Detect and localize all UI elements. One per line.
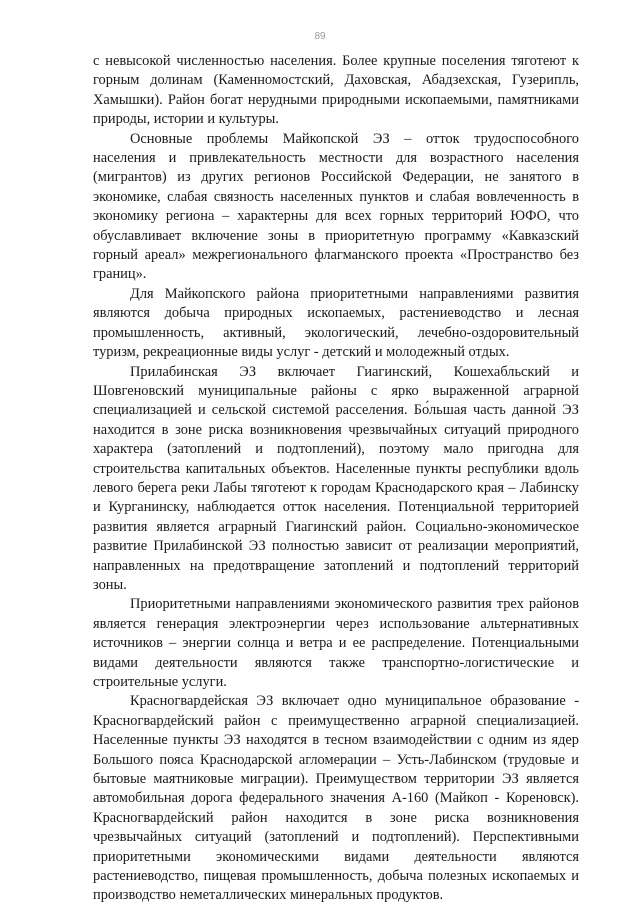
paragraph-continuation: с невысокой численностью населения. Более крупные поселения тяготеют к горным долинам (Каменномостский, Даховская, Абадзехская, Гузерипль, Хамышки). Район богат нерудными природными ископаемыми, памятниками природы, истории и культуры. [93, 53, 579, 128]
paragraph-maikop-problems: Основные проблемы Майкопской ЭЗ – отток трудоспособного населения и привлекательность местности для возрастного населения (мигрантов) из других регионов Российской Федерации, не занятого в экономике, слабая связность населенных пунктов и слабая вовлеченность в экономику региона – характерны для всех горных территорий ЮФО, что обуславливает включение зоны в приоритетную программу «Кавказский горный ареал» межрегионального флагманского проекта «Пространство без границ». [93, 130, 579, 283]
document-body [93, 52, 579, 906]
paragraph-maikop-priorities: Для Майкопского района приоритетными направлениями развития являются добыча природных ископаемых, растениеводство и лесная промышленность, активный, экологический, лечебно-оздоровительный туризм, рекреационные виды услуг - детский и молодежный отдых. [93, 285, 579, 361]
paragraph-krasnogvardeisk-zone: Красногвардейская ЭЗ включает одно муниципальное образование - Красногвардейский район с преимущественно аграрной специализацией. Населенные пункты ЭЗ находятся в тесном взаимодействии с одним из ядер Большого пояса Краснодарской агломерации – Усть-Лабинском (трудовые и бытовые маятниковые миграции). Преимуществом территории ЭЗ является автомобильная дорога федерального значения А-160 (Майкоп - Кореновск). Красногвардейский район находится в зоне риска возникновения чрезвычайных ситуаций (затоплений и подтоплений). Перспективными приоритетными экономическими видами деятельности являются растениеводство, пищевая промышленность, добыча полезных ископаемых и производство неметаллических минеральных продуктов. [93, 693, 579, 904]
paragraph-prilabinsk-zone: Прилабинская ЭЗ включает Гиагинский, Кошехабльский и Шовгеновский муниципальные районы с ярко выраженной аграрной специализацией и сельской системой расселения. Бо́льшая часть данной ЭЗ находится в зоне риска возникновения чрезвычайных ситуаций природного характера (затоплений и подтоплений), поэтому мало пригодна для строительства капитальных объектов. Населенные пункты республики вдоль левого берега реки Лабы тяготеют к городам Краснодарского края – Лабинску и Курганинску, наблюдается отток населения. Потенциальной территорией развития является аграрный Гиагинский район. Социально-экономическое развитие Прилабинской ЭЗ полностью зависит от реализации мероприятий, направленных на предотвращение затоплений и подтоплений территорий зоны. [93, 363, 579, 593]
paragraph-prilabinsk-priorities: Приоритетными направлениями экономического развития трех районов является генерация электроэнергии через использование альтернативных источников – энергии солнца и ветра и ее распределение. Потенциальными видами деятельности являются также транспортно-логистические и строительные услуги. [93, 596, 579, 690]
page-number: 89 [314, 31, 326, 42]
